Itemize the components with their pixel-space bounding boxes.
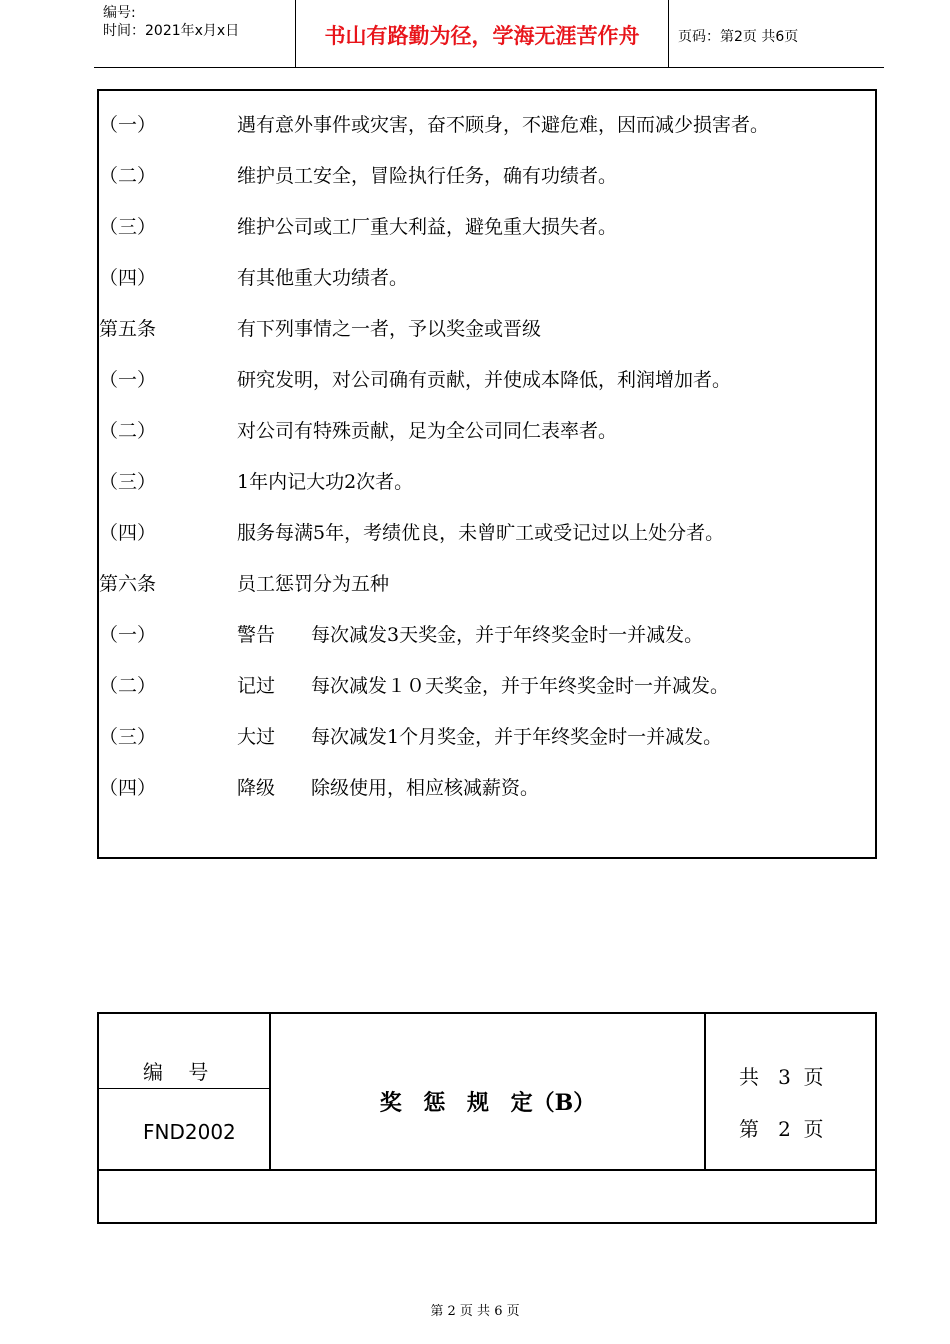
penalty-detail: 每次减发１０天奖金，并于年终奖金时一并减发。 <box>311 675 730 697</box>
rule-number: （二） <box>99 165 157 187</box>
penalty-detail: 每次减发3天奖金，并于年终奖金时一并减发。 <box>311 624 704 646</box>
rule-text: 研究发明，对公司确有贡献，并使成本降低，利润增加者。 <box>237 369 732 391</box>
rules-box <box>97 89 877 859</box>
rule-text: 遇有意外事件或灾害，奋不顾身，不避危难，因而减少损害者。 <box>237 114 770 136</box>
penalty-type: 降级 <box>237 777 276 799</box>
total-pages: 共 3 页 <box>739 1065 824 1089</box>
penalty-type: 警告 <box>237 624 276 646</box>
rule-text: 1年内记大功2次者。 <box>237 471 414 493</box>
rule-number: （四） <box>99 522 157 544</box>
number-label: 编号: <box>103 5 136 21</box>
article-number: 第六条 <box>99 573 157 595</box>
rule-number: （二） <box>99 675 157 697</box>
rule-number: （三） <box>99 216 157 238</box>
penalty-type: 大过 <box>237 726 276 748</box>
current-page: 第 2 页 <box>739 1117 824 1141</box>
form-divider <box>704 1014 706 1169</box>
rule-number: （一） <box>99 369 157 391</box>
form-divider <box>99 1169 875 1171</box>
article-text: 有下列事情之一者，予以奖金或晋级 <box>237 318 542 340</box>
rule-number: （四） <box>99 267 157 289</box>
rule-number: （一） <box>99 624 157 646</box>
form-divider <box>99 1088 269 1089</box>
article-text: 员工惩罚分为五种 <box>237 573 390 595</box>
header-page-info: 页码：第2页 共6页 <box>678 29 799 45</box>
rule-number: （四） <box>99 777 157 799</box>
penalty-type: 记过 <box>237 675 276 697</box>
code-value: FND2002 <box>143 1120 236 1144</box>
rule-number: （三） <box>99 471 157 493</box>
rule-text: 服务每满5年，考绩优良，未曾旷工或受记过以上处分者。 <box>237 522 725 544</box>
rule-number: （二） <box>99 420 157 442</box>
header-motto: 书山有路勤为径，学海无涯苦作舟 <box>324 23 640 48</box>
penalty-detail: 每次减发1个月奖金，并于年终奖金时一并减发。 <box>311 726 723 748</box>
rule-text: 对公司有特殊贡献，足为全公司同仁表率者。 <box>237 420 618 442</box>
rule-number: （一） <box>99 114 157 136</box>
code-label: 编 号 <box>143 1060 209 1084</box>
header-separator-2 <box>668 0 669 67</box>
header-divider <box>94 67 884 68</box>
rule-text: 维护公司或工厂重大利益，避免重大损失者。 <box>237 216 618 238</box>
document-title: 奖 惩 规 定（B） <box>379 1090 596 1116</box>
rule-text: 维护员工安全，冒险执行任务，确有功绩者。 <box>237 165 618 187</box>
rule-text: 有其他重大功绩者。 <box>237 267 409 289</box>
form-header-box <box>97 1012 877 1224</box>
penalty-detail: 除级使用，相应核减薪资。 <box>311 777 540 799</box>
article-number: 第五条 <box>99 318 157 340</box>
header-meta <box>103 4 239 40</box>
rule-number: （三） <box>99 726 157 748</box>
time-label: 时间：2021年x月x日 <box>103 23 240 39</box>
page-footer: 第 2 页 共 6 页 <box>430 1304 520 1319</box>
